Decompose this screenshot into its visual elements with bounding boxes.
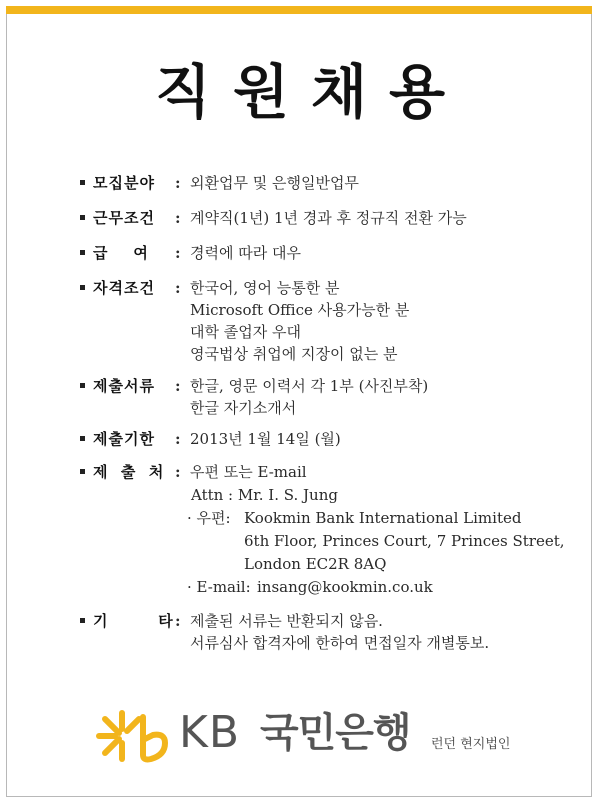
row-label: 제출기한 [93, 430, 155, 448]
row-label: 제 출 처 [93, 463, 165, 481]
row-value [190, 207, 467, 229]
address-line: London EC2R 8AQ [244, 555, 387, 573]
bullet-icon [80, 215, 85, 220]
address-line: Kookmin Bank International Limited [244, 509, 522, 527]
email-address: insang@kookmin.co.uk [257, 578, 433, 596]
colon: : [175, 612, 181, 630]
value-line: 경력에 따라 대우 [190, 244, 301, 262]
bullet-icon [80, 469, 85, 474]
row-value [190, 610, 489, 654]
row-label: 제출서류 [93, 377, 155, 395]
row-value [190, 375, 428, 419]
value-line: 계약직(1년) 1년 경과 후 정규직 전환 가능 [190, 209, 467, 227]
value-line: 외환업무 및 은행일반업무 [190, 174, 359, 192]
row-label: 자격조건 [93, 279, 155, 297]
value-line: Microsoft Office 사용가능한 분 [190, 301, 410, 319]
value-line: 우편 또는 E-mail [190, 463, 307, 481]
row-value [190, 172, 359, 194]
kb-wordmark: KB [179, 707, 241, 758]
row-label: 기 타 [93, 612, 174, 630]
row-value [190, 428, 341, 450]
bullet-icon [80, 436, 85, 441]
post-label: · 우편: [187, 509, 231, 527]
value-line: 대학 졸업자 우대 [190, 323, 301, 341]
bank-name: 국민은행 [260, 710, 411, 756]
row-label: 급 여 [93, 244, 149, 262]
branch-name: 런던 현지법인 [431, 737, 511, 752]
value-line: 2013년 1월 14일 (월) [190, 430, 341, 448]
value-line: 한글 자기소개서 [190, 399, 297, 417]
attn-line: Attn : Mr. I. S. Jung [191, 486, 338, 504]
value-line: 제출된 서류는 반환되지 않음. [190, 612, 383, 630]
value-line: 한글, 영문 이력서 각 1부 (사진부착) [190, 377, 429, 395]
kb-star-icon [95, 709, 177, 763]
row-label: 근무조건 [93, 209, 155, 227]
value-line: 서류심사 합격자에 한하여 면접일자 개별통보. [190, 634, 490, 652]
colon: : [175, 430, 181, 448]
colon: : [175, 209, 181, 227]
bullet-icon [80, 383, 85, 388]
bullet-icon [80, 618, 85, 623]
address-line: 6th Floor, Princes Court, 7 Princes Street, [244, 532, 565, 550]
colon: : [175, 279, 181, 297]
page-title: 직원채용 [154, 58, 468, 126]
bullet-icon [80, 250, 85, 255]
colon: : [175, 244, 181, 262]
kb-logo [95, 705, 535, 765]
row-label: 모집분야 [93, 174, 155, 192]
value-line: 한국어, 영어 능통한 분 [190, 279, 340, 297]
row-value [190, 277, 409, 365]
colon: : [175, 377, 181, 395]
colon: : [175, 463, 181, 481]
row-value [190, 461, 307, 483]
row-value [190, 242, 301, 264]
bullet-icon [80, 180, 85, 185]
colon: : [175, 174, 181, 192]
value-line: 영국법상 취업에 지장이 없는 분 [190, 345, 398, 363]
email-label: · E-mail: [187, 578, 251, 596]
accent-bar [6, 6, 592, 14]
bullet-icon [80, 285, 85, 290]
